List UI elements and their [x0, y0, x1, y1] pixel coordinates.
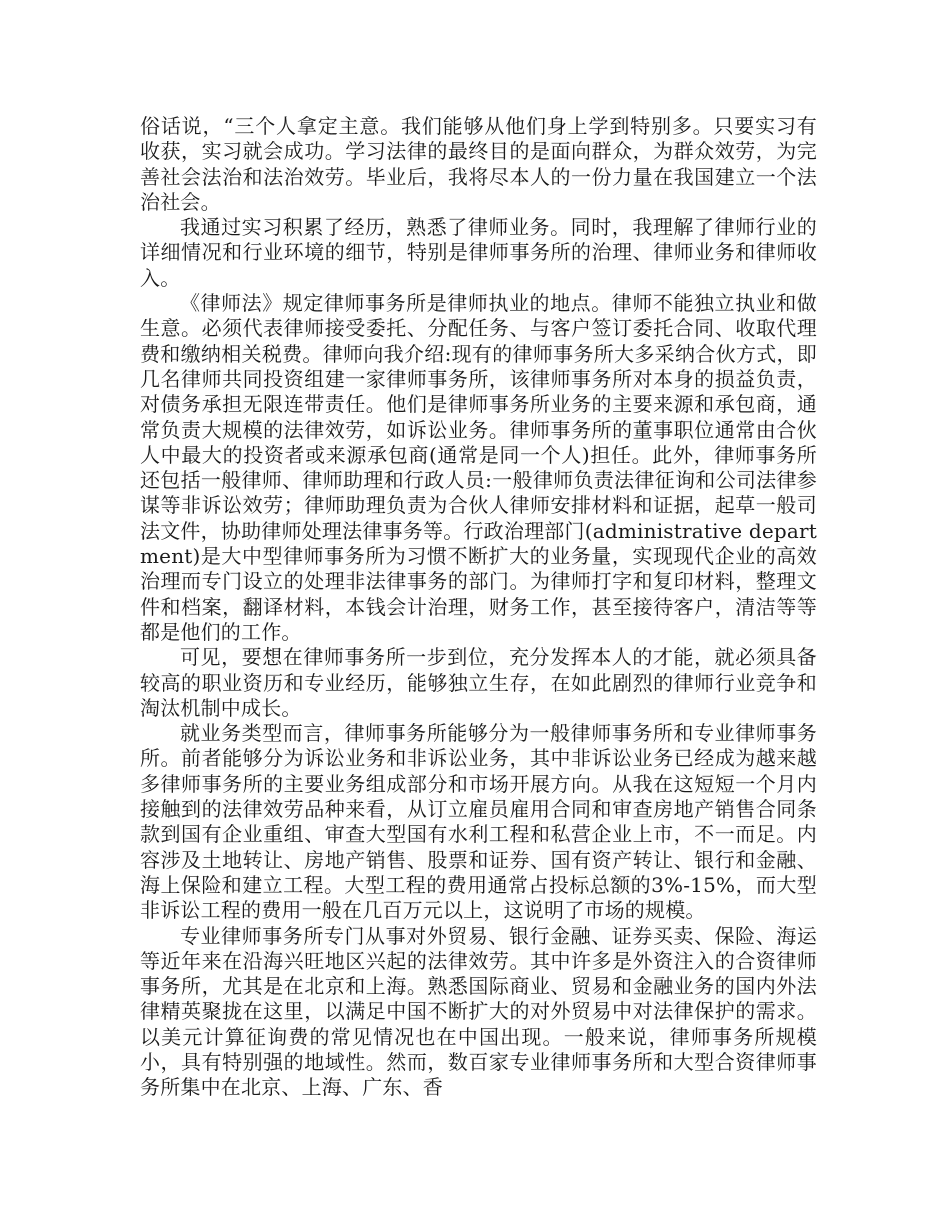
paragraph-6: 专业律师事务所专门从事对外贸易、银行金融、证券买卖、保险、海运等近年来在沿海兴旺地区兴起的法律效劳。其中许多是外资注入的合资律师事务所，尤其是在北京和上海。熟悉国际商业、贸易和金融业务的国内外法律精英聚拢在这里，以满足中国不断扩大的对外贸易中对法律保护的需求。以美元计算征询费的常见情况也在中国出现。一般来说，律师事务所规模小，具有特别强的地域性。然而，数百家专业律师事务所和大型合资律师事务所集中在北京、上海、广东、香 — [140, 923, 817, 1100]
paragraph-4: 可见，要想在律师事务所一步到位，充分发挥本人的才能，就必须具备较高的职业资历和专业经历，能够独立生存，在如此剧烈的律师行业竞争和淘汰机制中成长。 — [140, 645, 817, 720]
document-body — [140, 114, 817, 1101]
paragraph-1: 俗话说，“三个人拿定主意。我们能够从他们身上学到特别多。只要实习有收获，实习就会成功。学习法律的最终目的是面向群众，为群众效劳，为完善社会法治和法治效劳。毕业后，我将尽本人的一份力量在我国建立一个法治社会。 — [140, 114, 817, 214]
paragraph-5: 就业务类型而言，律师事务所能够分为一般律师事务所和专业律师事务所。前者能够分为诉讼业务和非诉讼业务，其中非诉讼业务已经成为越来越多律师事务所的主要业务组成部分和市场开展方向。从我在这短短一个月内接触到的法律效劳品种来看，从订立雇员雇用合同和审查房地产销售合同条款到国有企业重组、审查大型国有水利工程和私营企业上市，不一而足。内容涉及土地转让、房地产销售、股票和证券、国有资产转让、银行和金融、海上保险和建立工程。大型工程的费用通常占投标总额的3%-15%，而大型非诉讼工程的费用一般在几百万元以上，这说明了市场的规模。 — [140, 721, 817, 923]
paragraph-2: 我通过实习积累了经历，熟悉了律师业务。同时，我理解了律师行业的详细情况和行业环境的细节，特别是律师事务所的治理、律师业务和律师收入。 — [140, 215, 817, 290]
paragraph-3: 《律师法》规定律师事务所是律师执业的地点。律师不能独立执业和做生意。必须代表律师接受委托、分配任务、与客户签订委托合同、收取代理费和缴纳相关税费。律师向我介绍:现有的律师事务所大多采纳合伙方式，即几名律师共同投资组建一家律师事务所，该律师事务所对本身的损益负责，对债务承担无限连带责任。他们是律师事务所业务的主要来源和承包商，通常负责大规模的法律效劳，如诉讼业务。律师事务所的董事职位通常由合伙人中最大的投资者或来源承包商(通常是同一个人)担任。此外，律师事务所还包括一般律师、律师助理和行政人员:一般律师负责法律征询和公司法律参谋等非诉讼效劳；律师助理负责为合伙人律师安排材料和证据，起草一般司法文件，协助律师处理法律事务等。行政治理部门(administrative department)是大中型律师事务所为习惯不断扩大的业务量，实现现代企业的高效治理而专门设立的处理非法律事务的部门。为律师打字和复印材料，整理文件和档案，翻译材料，本钱会计治理，财务工作，甚至接待客户，清洁等等都是他们的工作。 — [140, 291, 817, 644]
